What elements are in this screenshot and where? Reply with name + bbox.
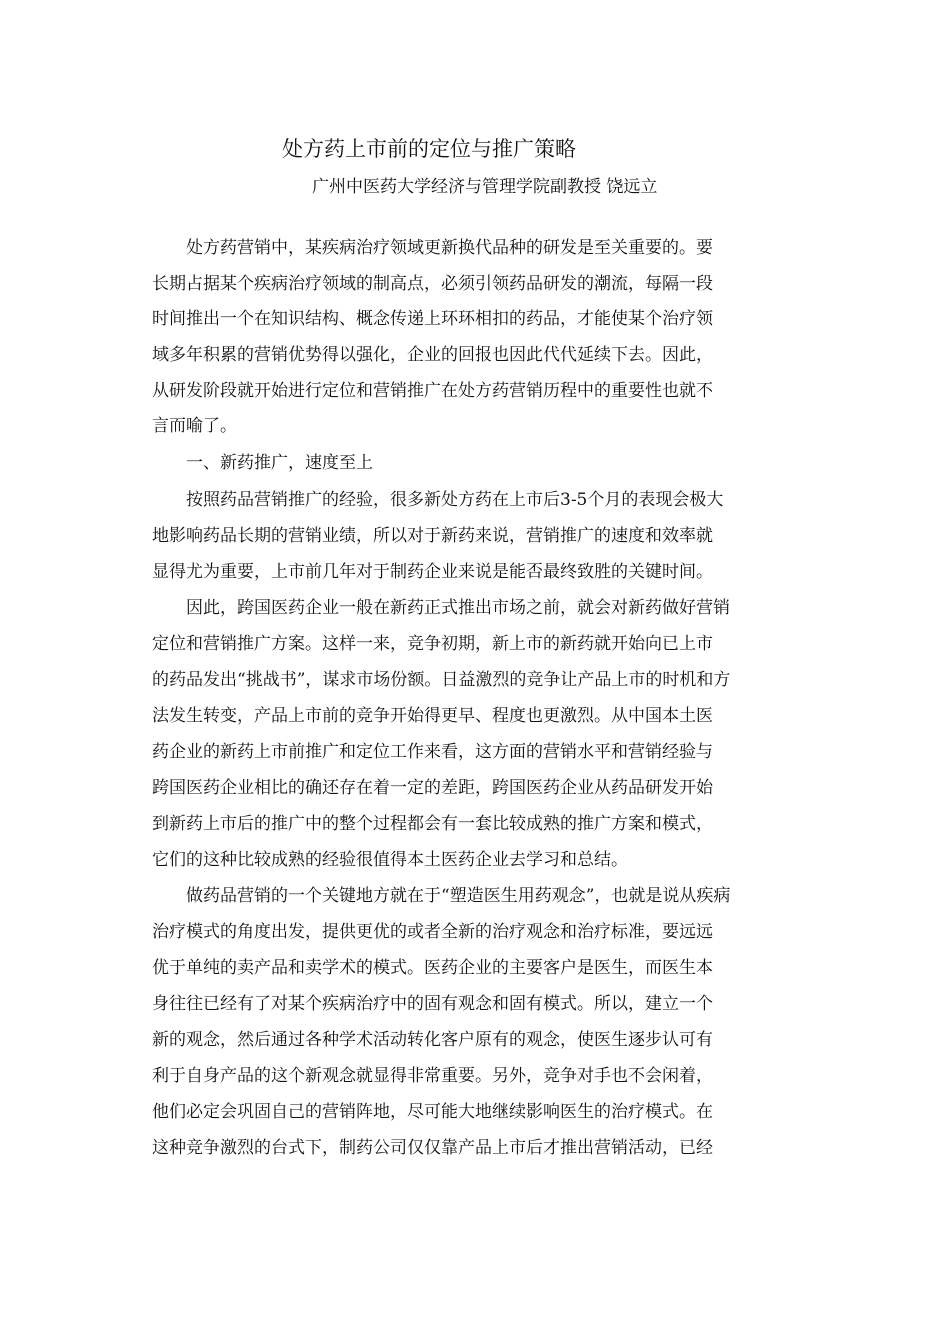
body-line: 从研发阶段就开始进行定位和营销推广在处方药营销历程中的重要性也就不: [152, 381, 713, 401]
body-line: 地影响药品长期的营销业绩，所以对于新药来说，营销推广的速度和效率就: [152, 526, 713, 546]
body-line: 显得尤为重要，上市前几年对于制药企业来说是能否最终致胜的关键时间。: [152, 562, 713, 582]
body-line: 治疗模式的角度出发，提供更优的或者全新的治疗观念和治疗标准，要远远: [152, 922, 713, 942]
body-line: 的药品发出“挑战书”，谋求市场份额。日益激烈的竞争让产品上市的时机和方: [152, 670, 731, 690]
body-line: 身往往已经有了对某个疾病治疗中的固有观念和固有模式。所以，建立一个: [152, 994, 713, 1014]
author-line: 广州中医药大学经济与管理学院副教授 饶远立: [312, 177, 658, 197]
body-line: 他们必定会巩固自己的营销阵地，尽可能大地继续影响医生的治疗模式。在: [152, 1102, 713, 1122]
body-line: 法发生转变，产品上市前的竞争开始得更早、程度也更激烈。从中国本土医: [152, 706, 713, 726]
body-line: 做药品营销的一个关键地方就在于“塑造医生用药观念”，也就是说从疾病: [186, 886, 731, 906]
body-line: 它们的这种比较成熟的经验很值得本土医药企业去学习和总结。: [152, 850, 628, 870]
body-line: 新的观念，然后通过各种学术活动转化客户原有的观念，使医生逐步认可有: [152, 1030, 713, 1050]
body-line: 因此，跨国医药企业一般在新药正式推出市场之前，就会对新药做好营销: [186, 598, 730, 618]
body-line: 域多年积累的营销优势得以强化，企业的回报也因此代代延续下去。因此，: [152, 345, 713, 365]
body-line: 定位和营销推广方案。这样一来，竞争初期，新上市的新药就开始向已上市: [152, 634, 713, 654]
body-line: 按照药品营销推广的经验，很多新处方药在上市后3-5个月的表现会极大: [186, 490, 724, 510]
body-line: 言而喻了。: [152, 416, 237, 436]
body-line: 处方药营销中，某疾病治疗领域更新换代品种的研发是至关重要的。要: [186, 238, 713, 258]
body-line: 优于单纯的卖产品和卖学术的模式。医药企业的主要客户是医生，而医生本: [152, 958, 713, 978]
document-title: 处方药上市前的定位与推广策略: [282, 137, 576, 161]
body-line: 长期占据某个疾病治疗领域的制高点，必须引领药品研发的潮流，每隔一段: [152, 274, 713, 294]
section-heading: 一、新药推广，速度至上: [186, 453, 373, 473]
body-line: 到新药上市后的推广中的整个过程都会有一套比较成熟的推广方案和模式，: [152, 814, 713, 834]
body-line: 这种竞争激烈的台式下，制药公司仅仅靠产品上市后才推出营销活动，已经: [152, 1138, 713, 1158]
body-line: 跨国医药企业相比的确还存在着一定的差距，跨国医药企业从药品研发开始: [152, 778, 713, 798]
body-line: 药企业的新药上市前推广和定位工作来看，这方面的营销水平和营销经验与: [152, 742, 713, 762]
body-line: 利于自身产品的这个新观念就显得非常重要。另外，竞争对手也不会闲着，: [152, 1066, 713, 1086]
body-line: 时间推出一个在知识结构、概念传递上环环相扣的药品，才能使某个治疗领: [152, 309, 713, 329]
